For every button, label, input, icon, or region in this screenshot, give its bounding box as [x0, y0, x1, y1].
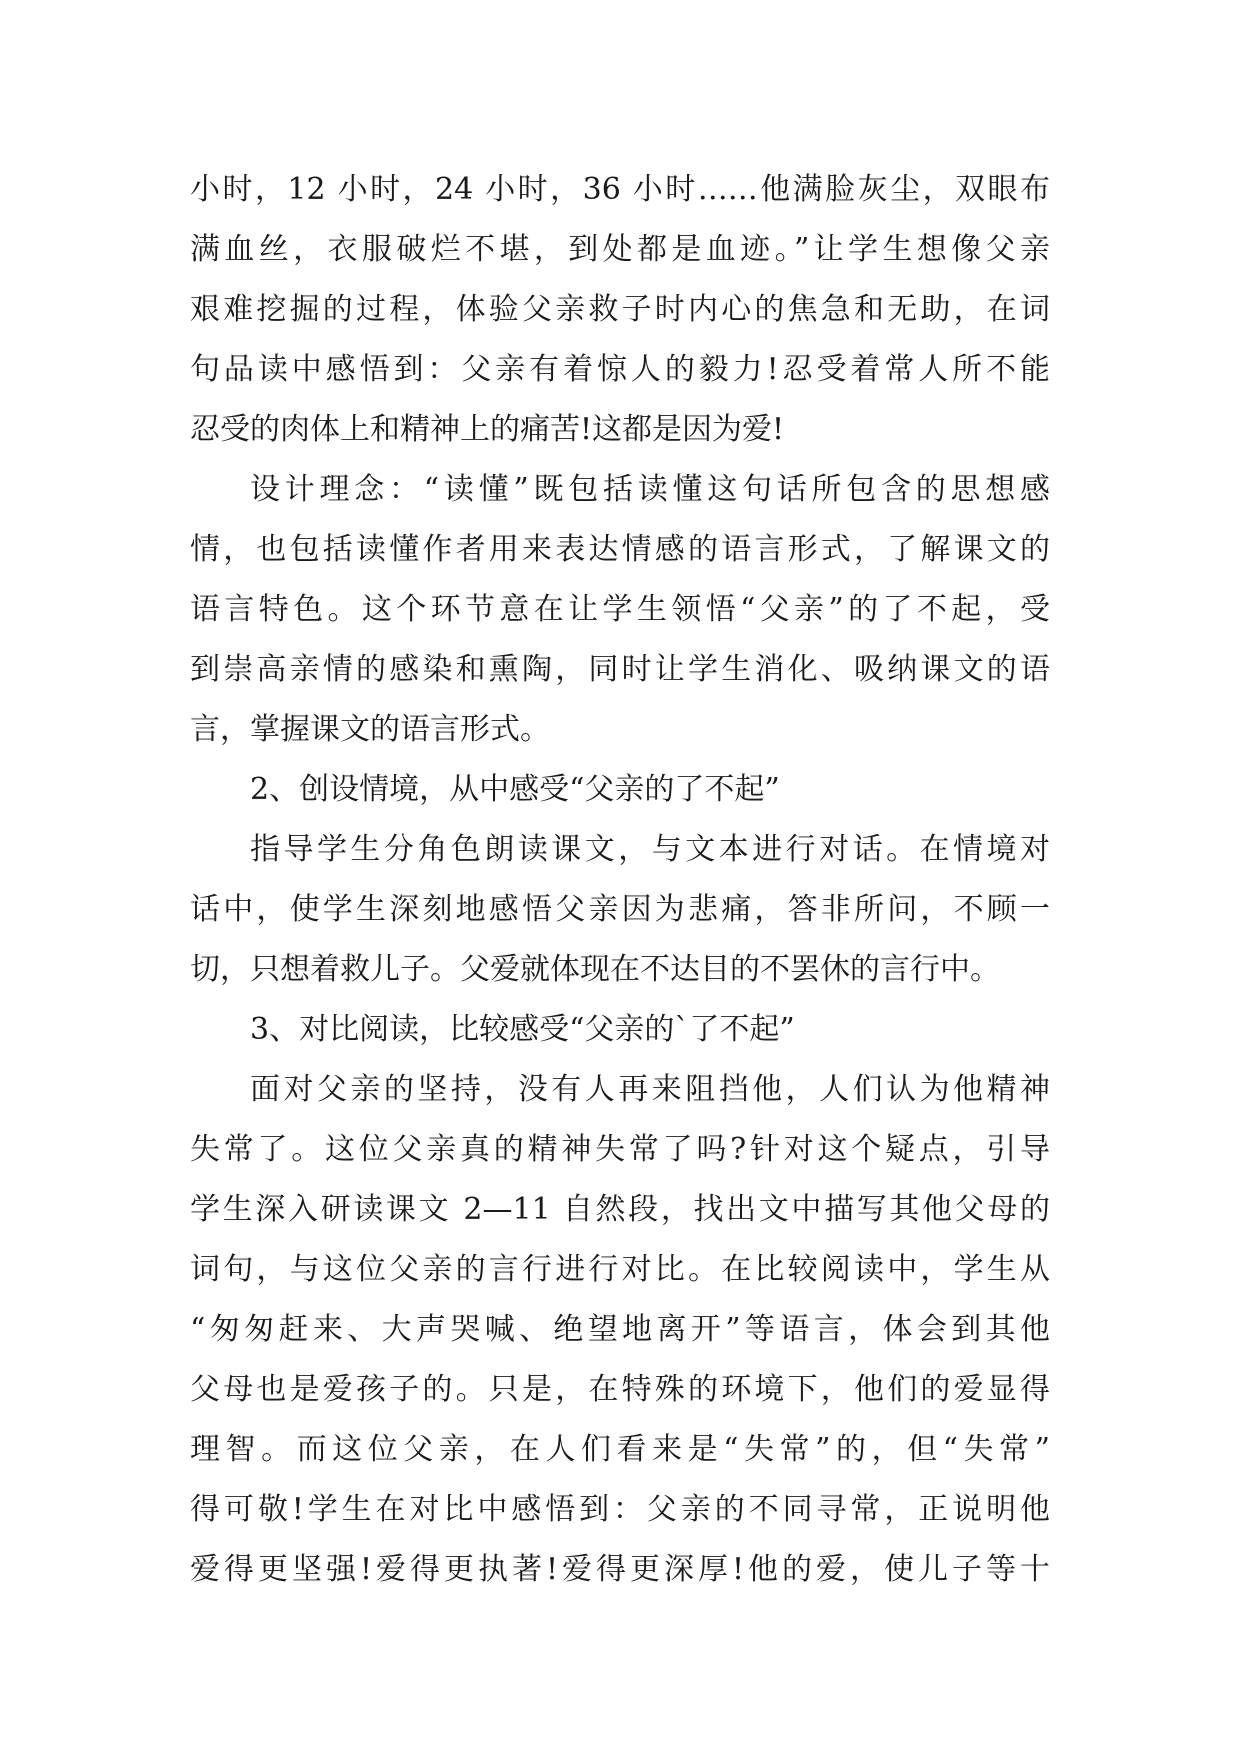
text-line: 小时，12 小时，24 小时，36 小时……他满脸灰尘，双眼布: [190, 172, 1050, 207]
text-line: 面对父亲的坚持，没有人再来阻挡他，人们认为他精神: [250, 1072, 1050, 1107]
text-line: 话中，使学生深刻地感悟父亲因为悲痛，答非所问，不顾一: [190, 892, 1050, 927]
text-line: 情，也包括读懂作者用来表达情感的语言形式，了解课文的: [190, 532, 1050, 567]
text-line: 爱得更坚强!爱得更执著!爱得更深厚!他的爱，使儿子等十: [190, 1552, 1050, 1587]
text-line: 言，掌握课文的语言形式。: [190, 712, 550, 747]
text-line: “匆匆赶来、大声哭喊、绝望地离开”等语言，体会到其他: [190, 1312, 1050, 1347]
text-line: 父母也是爱孩子的。只是，在特殊的环境下，他们的爱显得: [190, 1372, 1050, 1407]
text-line: 到崇高亲情的感染和熏陶，同时让学生消化、吸纳课文的语: [190, 652, 1050, 687]
text-line: 理智。而这位父亲，在人们看来是“失常”的，但“失常”: [190, 1432, 1050, 1467]
text-line: 设计理念：“读懂”既包括读懂这句话所包含的思想感: [250, 472, 1050, 507]
section-heading: 2、创设情境，从中感受“父亲的了不起”: [250, 772, 780, 807]
text-line: 句品读中感悟到：父亲有着惊人的毅力!忍受着常人所不能: [190, 352, 1050, 387]
text-line: 学生深入研读课文 2—11 自然段，找出文中描写其他父母的: [190, 1192, 1050, 1227]
text-line: 忍受的肉体上和精神上的痛苦!这都是因为爱!: [190, 412, 785, 447]
text-line: 语言特色。这个环节意在让学生领悟“父亲”的了不起，受: [190, 592, 1050, 627]
text-line: 得可敬!学生在对比中感悟到：父亲的不同寻常，正说明他: [190, 1492, 1050, 1527]
text-line: 艰难挖掘的过程，体验父亲救子时内心的焦急和无助，在词: [190, 292, 1050, 327]
section-heading: 3、对比阅读，比较感受“父亲的`了不起”: [250, 1012, 795, 1047]
body-text: [190, 160, 1050, 1600]
text-line: 词句，与这位父亲的言行进行对比。在比较阅读中，学生从: [190, 1252, 1050, 1287]
text-line: 切，只想着救儿子。父爱就体现在不达目的不罢休的言行中。: [190, 952, 1000, 987]
text-line: 失常了。这位父亲真的精神失常了吗?针对这个疑点，引导: [190, 1132, 1050, 1167]
text-line: 满血丝，衣服破烂不堪，到处都是血迹。”让学生想像父亲: [190, 232, 1050, 267]
text-line: 指导学生分角色朗读课文，与文本进行对话。在情境对: [250, 832, 1050, 867]
